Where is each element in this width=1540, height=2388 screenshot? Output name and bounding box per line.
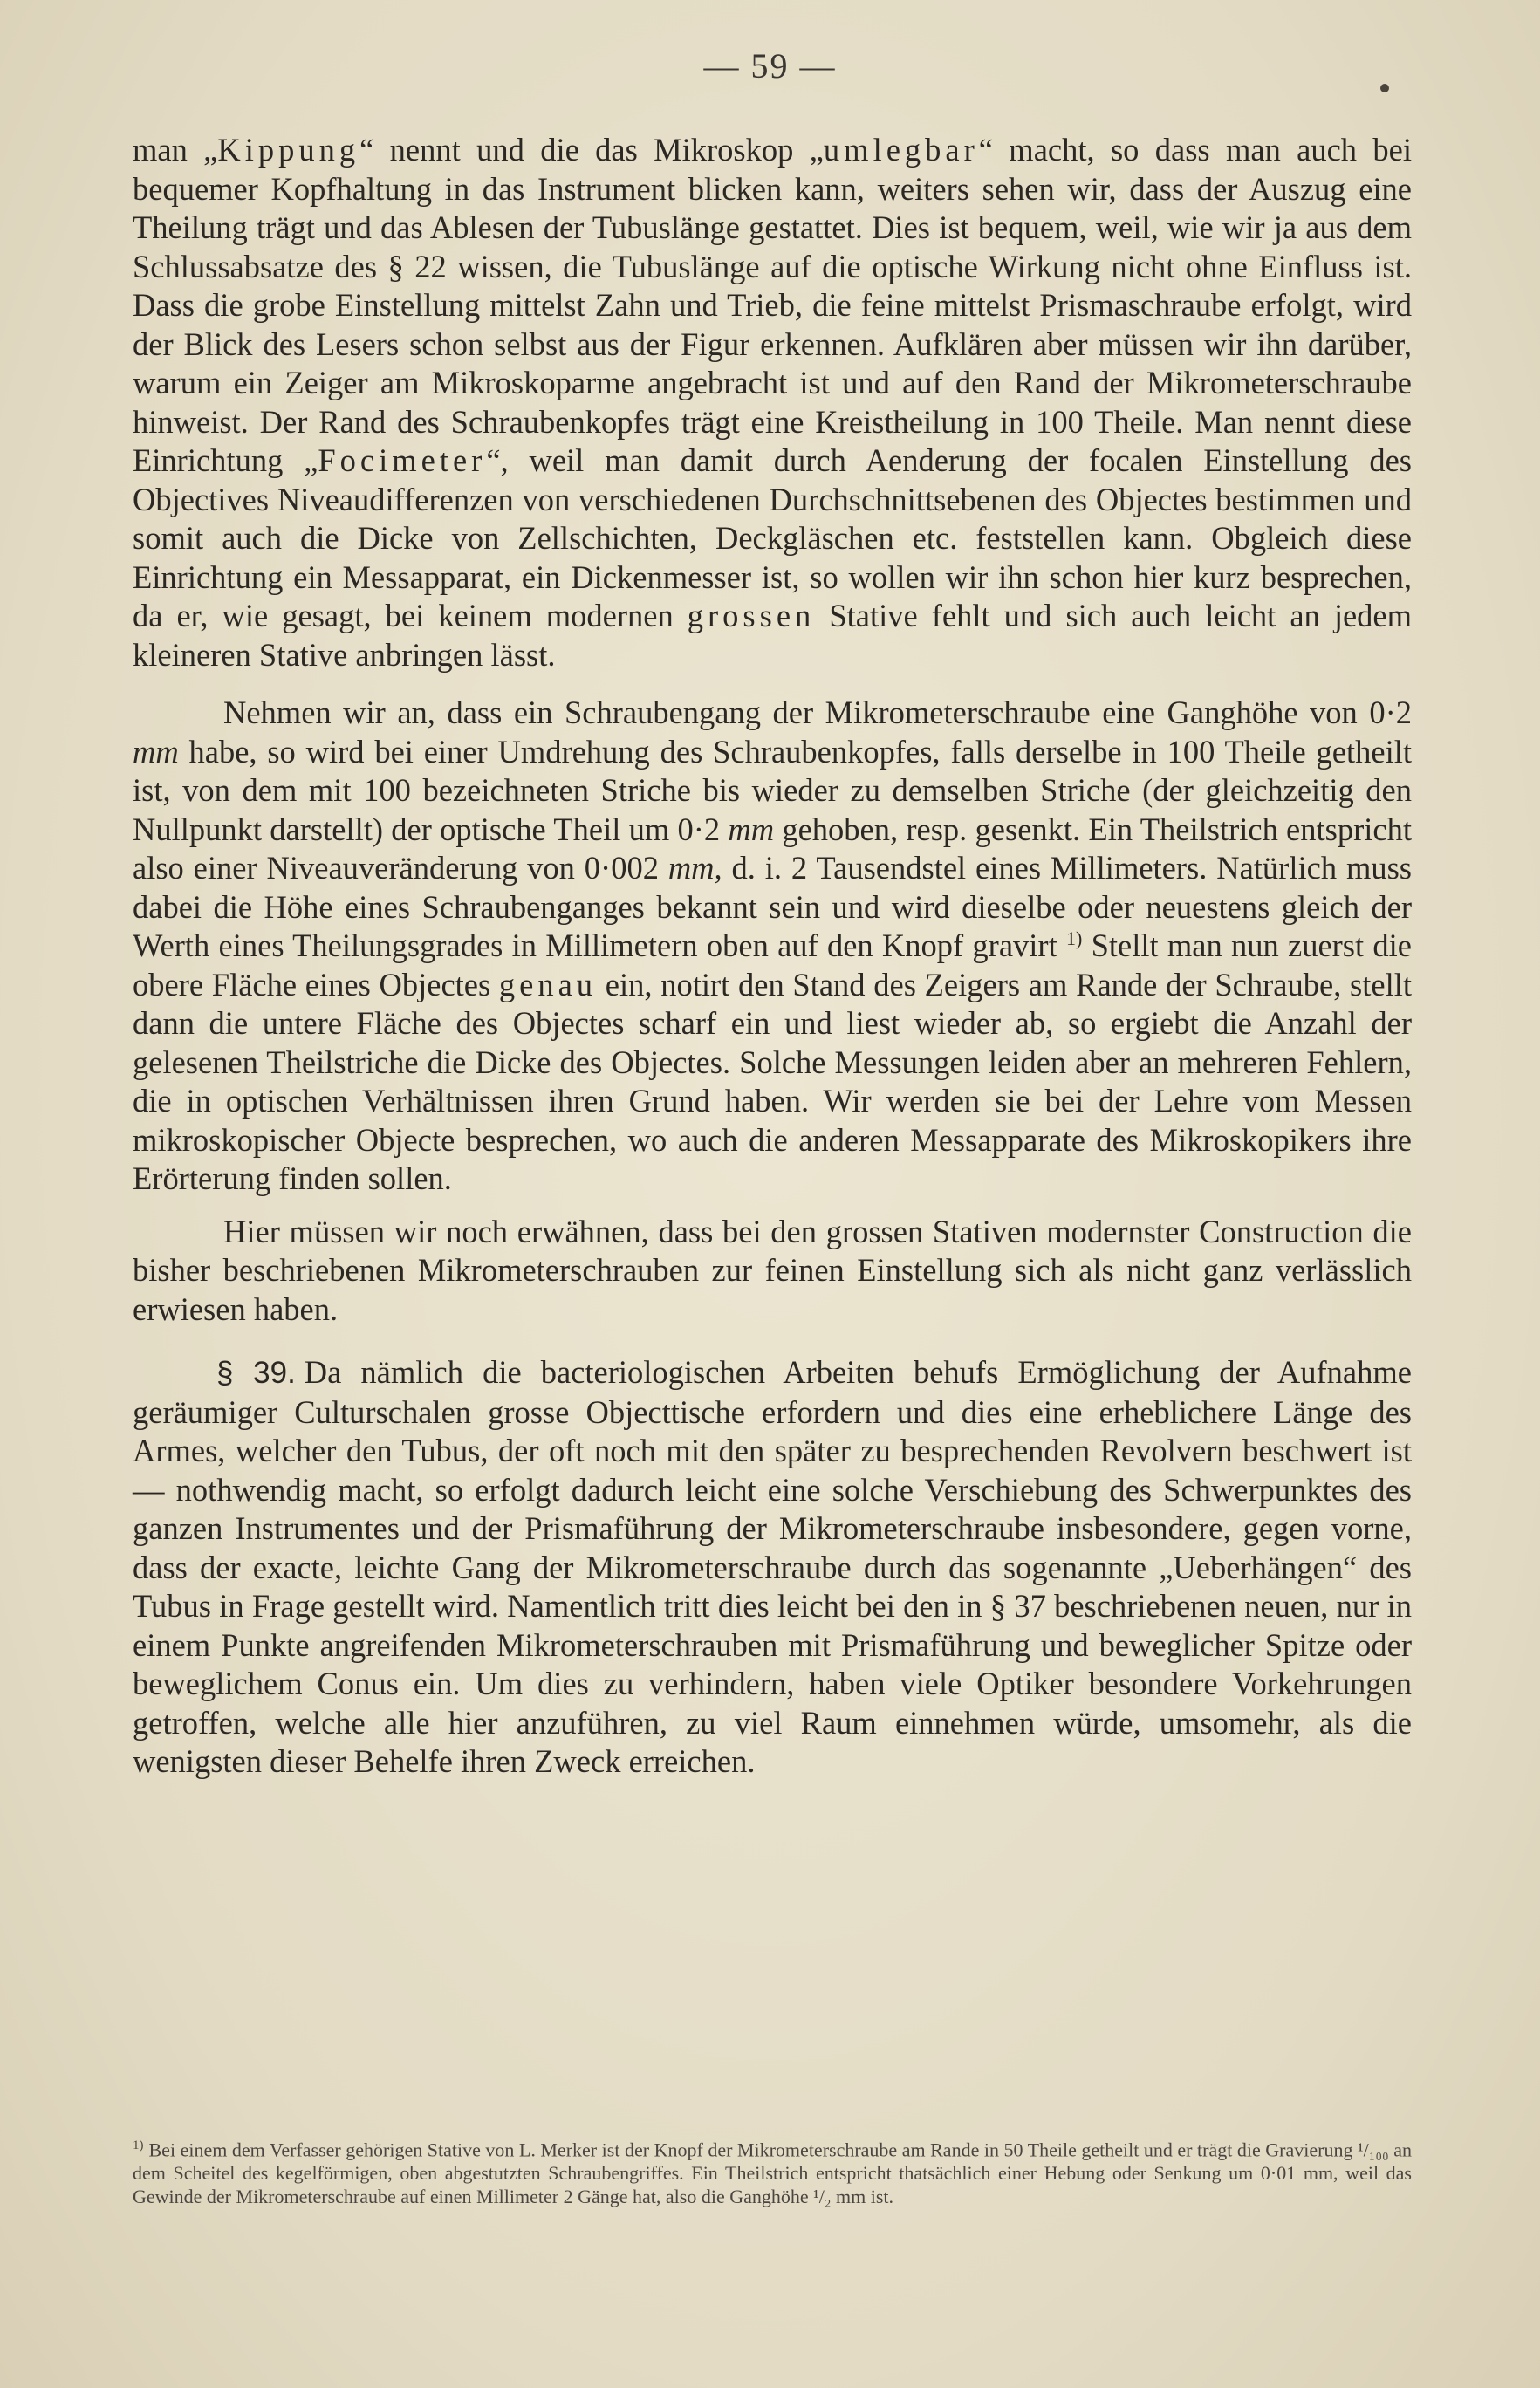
ink-spot bbox=[1380, 84, 1389, 92]
text-run: Stative fehlt und sich auch leicht an jedem kleineren Stative anbringen lässt. bbox=[133, 598, 1413, 673]
unit-italic: mm, bbox=[667, 850, 722, 886]
page-number: — 59 — bbox=[703, 46, 837, 86]
text-run: Nehmen wir an, dass ein Schraubengang der Mikrometerschraube eine Ganghöhe von 0·2 bbox=[223, 695, 1412, 730]
footnote-mark: 1) bbox=[133, 2138, 144, 2152]
main-text bbox=[133, 131, 1412, 1782]
text-run: d. i. 2 Tausendstel eines Millimeters. Natürlich muss dabei die Höhe eines Schraubenganges bekannt sein und wird dieselbe oder neuestens gleich der Werth eines Theilungsgrades in Millimetern oben auf den Knopf gravirt bbox=[133, 850, 1412, 963]
text-run: gehoben, resp. gesenkt. Ein Theilstrich entspricht also einer Niveauveränderung von 0·002 bbox=[133, 811, 1412, 886]
text-run: “ nennt und die das Mikroskop „ bbox=[359, 132, 824, 168]
unit-italic: mm bbox=[728, 811, 775, 847]
spaced-term: grossen bbox=[687, 598, 816, 633]
footnote-reference: 1) bbox=[1065, 927, 1083, 949]
spaced-term: Focimeter bbox=[318, 442, 487, 478]
spaced-term: umlegbar bbox=[823, 132, 979, 168]
footnote bbox=[133, 2134, 1412, 2208]
text-run: ein, notirt den Stand des Zeigers am Rande der Schraube, stellt dann die untere Fläche des Objectes scharf ein und liest wieder ab, so ergiebt die Anzahl der gelesenen Theilstriche die Dicke des Objectes. Solche Messungen leiden aber an mehreren Fehlern, die in optischen Verhältnissen ihren Grund haben. Wir werden sie bei der Lehre vom Messen mikroskopischer Objecte besprechen, wo auch die anderen Messapparate des Mikroskopikers ihre Erörterung finden sollen. bbox=[133, 966, 1413, 1196]
text-run: man „ bbox=[133, 132, 218, 168]
text-run: habe, so wird bei einer Umdrehung des Schraubenkopfes, falls derselbe in 100 Theile getheilt ist, von dem mit 100 bezeichneten Striche bis wieder zu demselben Striche (der gleichzeitig den Nullpunkt darstellt) der optische Theil um 0·2 bbox=[133, 733, 1412, 847]
paragraph-1 bbox=[133, 131, 1412, 674]
unit-italic: mm bbox=[133, 733, 179, 770]
text-run: “, weil man damit durch Aenderung der focalen Einstellung des Objectives Niveaudifferenzen von verschiedenen Durchschnittsebenen des Objectes bestimmen und somit auch die Dicke von Zellschichten, Deckgläschen etc. feststellen kann. Obgleich diese Einrichtung ein Messapparat, ein Dickenmesser ist, so wollen wir ihn schon hier kurz besprechen, da er, wie gesagt, bei keinem modernen bbox=[133, 442, 1412, 633]
spaced-term: genau bbox=[498, 966, 598, 1002]
text-run: Da nämlich die bacteriologischen Arbeiten behufs Ermöglichung der Aufnahme geräumiger Culturschalen grosse Objecttische erfordern und dies eine erheblichere Länge des Armes, welcher den Tubus, der oft noch mit den später zu besprechenden Revolvern beschwert ist — nothwendig macht, so erfolgt dadurch leicht eine solche Verschiebung des Schwerpunktes des ganzen Instrumentes und der Prismaführung der Mikrometerschraube insbesondere, gegen vorne, dass der exacte, leichte Gang der Mikrometerschraube durch das sogenannte „Ueberhängen“ des Tubus in Frage gestellt wird. Namentlich tritt dies leicht bei den in § 37 beschriebenen neuen, nur in einem Punkte angreifenden Mikrometerschrauben mit Prismaführung und beweglicher Spitze oder beweglichem Conus ein. Um dies zu verhindern, haben viele Optiker besondere Vorkehrungen getroffen, welche alle hier anzuführen, zu viel Raum einnehmen würde, umsomehr, als die wenigsten dieser Behelfe ihren Zweck erreichen. bbox=[133, 1354, 1412, 1779]
section-number: § 39. bbox=[216, 1356, 296, 1390]
spaced-term: Kippung bbox=[217, 132, 360, 168]
paragraph-2 bbox=[133, 694, 1412, 1199]
text-run: “ macht, so dass man auch bei bequemer Kopfhaltung in das Instrument blicken kann, weiters sehen wir, dass der Auszug eine Theilung trägt und das Ablesen der Tubuslänge gestattet. Dies ist bequem, weil, wie wir ja aus dem Schlussabsatze des § 22 wissen, die Tubuslänge auf die optische Wirkung nicht ohne Einfluss ist. Dass die grobe Einstellung mittelst Zahn und Trieb, die feine mittelst Prismaschraube erfolgt, wird der Blick des Lesers schon selbst aus der Figur erkennen. Aufklären aber müssen wir ihn darüber, warum ein Zeiger am Mikroskoparme angebracht ist und auf den Rand der Mikrometerschraube hinweist. Der Rand des Schraubenkopfes trägt eine Kreistheilung in 100 Theile. Man nennt diese Einrichtung „ bbox=[133, 132, 1412, 478]
paragraph-3 bbox=[133, 1213, 1412, 1330]
text-run: Hier müssen wir noch erwähnen, dass bei den grossen Stativen modernster Construction die bisher beschriebenen Mikrometerschrauben zur feinen Einstellung sich als nicht ganz verlässlich erwiesen haben. bbox=[133, 1213, 1412, 1327]
text-run: Stellt man nun zuerst die obere Fläche eines Objectes bbox=[133, 927, 1412, 1002]
footnote-text: Bei einem dem Verfasser gehörigen Stative von L. Merker ist der Knopf der Mikrometerschraube am Rande in 50 Theile getheilt und er trägt die Gravierung ¹/₁₀₀ an dem Scheitel des kegelförmigen, oben abgestutzten Schraubengriffes. Ein Theilstrich entspricht thatsächlich einer Hebung oder Senkung um 0·01 mm, weil das Gewinde der Mikrometerschraube auf einen Millimeter 2 Gänge hat, also die Ganghöhe ¹/₂ mm ist. bbox=[133, 2138, 1412, 2208]
paragraph-4 bbox=[133, 1353, 1412, 1782]
